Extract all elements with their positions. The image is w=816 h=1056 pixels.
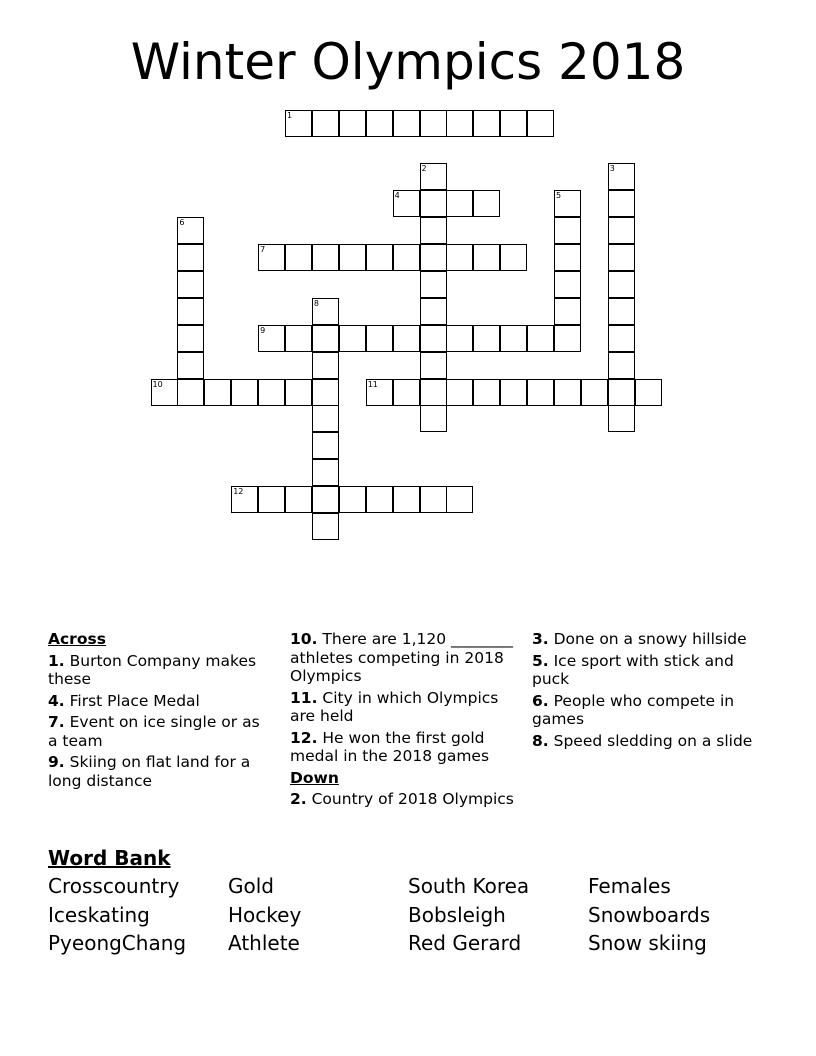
grid-cell[interactable]: [473, 325, 500, 352]
grid-cell[interactable]: [446, 486, 473, 513]
grid-cell[interactable]: [420, 325, 447, 352]
grid-cell[interactable]: [608, 244, 635, 271]
grid-cell[interactable]: [554, 190, 581, 217]
clue-down-6: 6. People who compete in games: [532, 691, 735, 728]
grid-cell[interactable]: [446, 325, 473, 352]
grid-cell[interactable]: [285, 486, 312, 513]
grid-cell[interactable]: [608, 325, 635, 352]
clue-number: 8: [313, 298, 319, 308]
word-bank-word: Bobsleigh: [408, 903, 506, 927]
grid-cell[interactable]: [554, 379, 581, 406]
grid-cell[interactable]: [312, 110, 339, 137]
clue-across-4: 4. First Place Medal: [48, 691, 200, 710]
grid-cell[interactable]: [608, 271, 635, 298]
grid-cell[interactable]: [204, 379, 231, 406]
grid-cell[interactable]: [258, 379, 285, 406]
grid-cell[interactable]: [366, 244, 393, 271]
grid-cell[interactable]: [420, 352, 447, 379]
clue-across-7: 7. Event on ice single or as a team: [48, 713, 260, 750]
clues-column-2: [290, 630, 522, 812]
grid-cell[interactable]: [473, 110, 500, 137]
grid-cell[interactable]: [258, 486, 285, 513]
grid-cell[interactable]: [608, 352, 635, 379]
grid-cell[interactable]: [635, 379, 662, 406]
clue-across-9: 9. Skiing on flat land for a long distance: [48, 753, 251, 790]
grid-cell[interactable]: [608, 163, 635, 190]
word-bank-word: Athlete: [228, 931, 300, 955]
grid-cell[interactable]: [420, 163, 447, 190]
grid-cell[interactable]: [339, 325, 366, 352]
word-bank-word: South Korea: [408, 874, 530, 898]
clue-across-1: 1. Burton Company makes these: [48, 651, 257, 688]
grid-cell[interactable]: [151, 379, 178, 406]
clue-number: 2: [421, 164, 427, 174]
grid-cell[interactable]: [177, 298, 204, 325]
grid-cell[interactable]: [420, 298, 447, 325]
grid-cell[interactable]: [420, 379, 447, 406]
down-heading: Down: [290, 768, 339, 787]
word-bank-word: Snowboards: [588, 903, 711, 927]
word-bank-word: Red Gerard: [408, 931, 522, 955]
grid-cell[interactable]: [608, 379, 635, 406]
grid-cell[interactable]: [608, 190, 635, 217]
grid-cell[interactable]: [312, 486, 339, 513]
grid-cell[interactable]: [393, 379, 420, 406]
clue-down-8: 8. Speed sledding on a slide: [532, 731, 753, 750]
grid-cell[interactable]: [554, 271, 581, 298]
grid-cell[interactable]: [312, 459, 339, 486]
grid-cell[interactable]: [527, 325, 554, 352]
grid-cell[interactable]: [420, 217, 447, 244]
grid-cell[interactable]: [420, 244, 447, 271]
clue-number: 6: [179, 218, 185, 228]
grid-cell[interactable]: [312, 432, 339, 459]
grid-cell[interactable]: [285, 110, 312, 137]
clue-down-5: 5. Ice sport with stick and puck: [532, 651, 734, 688]
grid-cell[interactable]: [366, 325, 393, 352]
grid-cell[interactable]: [473, 190, 500, 217]
grid-cell[interactable]: [500, 110, 527, 137]
grid-cell[interactable]: [393, 190, 420, 217]
clue-number: 3: [609, 164, 615, 174]
grid-cell[interactable]: [177, 217, 204, 244]
grid-cell[interactable]: [312, 379, 339, 406]
grid-cell[interactable]: [231, 486, 258, 513]
grid-cell[interactable]: [366, 110, 393, 137]
clue-number: 7: [260, 245, 266, 254]
clue-across-12: 12. He won the first gold medal in the 2018 games: [290, 728, 490, 765]
word-bank-word: Snow skiing: [588, 931, 707, 955]
grid-cell[interactable]: [177, 271, 204, 298]
clue-number: 5: [556, 191, 562, 201]
grid-cell[interactable]: [258, 244, 285, 271]
grid-cell[interactable]: [339, 244, 366, 271]
grid-cell[interactable]: [500, 325, 527, 352]
grid-cell[interactable]: [339, 110, 366, 137]
grid-cell[interactable]: [177, 379, 204, 406]
across-heading: Across: [48, 630, 106, 648]
grid-cell[interactable]: [500, 244, 527, 271]
grid-cell[interactable]: [420, 405, 447, 432]
clues-column-1: [48, 630, 274, 793]
grid-cell[interactable]: [366, 379, 393, 406]
grid-cell[interactable]: [554, 325, 581, 352]
word-bank-word: Crosscountry: [48, 874, 180, 898]
clue-down-3: 3. Done on a snowy hillside: [532, 630, 747, 648]
grid-cell[interactable]: [231, 379, 258, 406]
grid-cell[interactable]: [393, 244, 420, 271]
grid-cell[interactable]: [446, 379, 473, 406]
grid-cell[interactable]: [366, 486, 393, 513]
grid-cell[interactable]: [312, 244, 339, 271]
clue-number: 1: [287, 110, 293, 120]
clues-column-3: [532, 630, 766, 753]
grid-cell[interactable]: [527, 379, 554, 406]
grid-cell[interactable]: [500, 379, 527, 406]
grid-cell[interactable]: [608, 217, 635, 244]
word-bank-word: PyeongChang: [48, 931, 187, 955]
grid-cell[interactable]: [420, 486, 447, 513]
grid-cell[interactable]: [312, 352, 339, 379]
grid-cell[interactable]: [258, 325, 285, 352]
word-bank-word: Females: [588, 874, 671, 898]
word-bank-word: Hockey: [228, 903, 302, 927]
grid-cell[interactable]: [420, 110, 447, 137]
grid-cell[interactable]: [393, 110, 420, 137]
grid-cell[interactable]: [420, 271, 447, 298]
grid-cell[interactable]: [608, 405, 635, 432]
grid-cell[interactable]: [608, 298, 635, 325]
grid-cell[interactable]: [177, 244, 204, 271]
grid-cell[interactable]: [285, 325, 312, 352]
grid-cell[interactable]: [420, 190, 447, 217]
grid-cell[interactable]: [312, 325, 339, 352]
grid-cell[interactable]: [393, 486, 420, 513]
grid-cell[interactable]: [393, 325, 420, 352]
grid-cell[interactable]: [177, 325, 204, 352]
grid-cell[interactable]: [473, 379, 500, 406]
word-bank-word: Iceskating: [48, 903, 150, 927]
grid-cell[interactable]: [581, 379, 608, 406]
grid-cell[interactable]: [446, 244, 473, 271]
word-bank-title: Word Bank: [48, 846, 171, 870]
grid-cell[interactable]: [312, 405, 339, 432]
clue-across-10: 10. There are 1,120 ________ athletes competing in 2018 Olympics: [290, 630, 514, 685]
grid-cell[interactable]: [339, 486, 366, 513]
grid-cell[interactable]: [554, 244, 581, 271]
page-title: Winter Olympics 2018: [130, 33, 686, 91]
grid-cell[interactable]: [473, 244, 500, 271]
grid-cell[interactable]: [527, 110, 554, 137]
grid-cell[interactable]: [312, 298, 339, 325]
grid-cell[interactable]: [554, 217, 581, 244]
grid-cell[interactable]: [285, 244, 312, 271]
clue-number: 9: [260, 325, 266, 335]
word-bank-word: Gold: [228, 874, 274, 898]
grid-cell[interactable]: [446, 190, 473, 217]
clue-across-11: 11. City in which Olympics are held: [290, 688, 499, 725]
grid-cell[interactable]: [312, 513, 339, 540]
clue-number: 4: [394, 191, 400, 201]
grid-cell[interactable]: [177, 352, 204, 379]
clue-down-2: 2. Country of 2018 Olympics: [290, 790, 514, 808]
grid-cell[interactable]: [446, 110, 473, 137]
grid-cell[interactable]: [554, 298, 581, 325]
clue-number: 10: [152, 379, 163, 389]
clue-number: 11: [367, 379, 378, 389]
clue-number: 12: [233, 487, 244, 497]
grid-cell[interactable]: [285, 379, 312, 406]
